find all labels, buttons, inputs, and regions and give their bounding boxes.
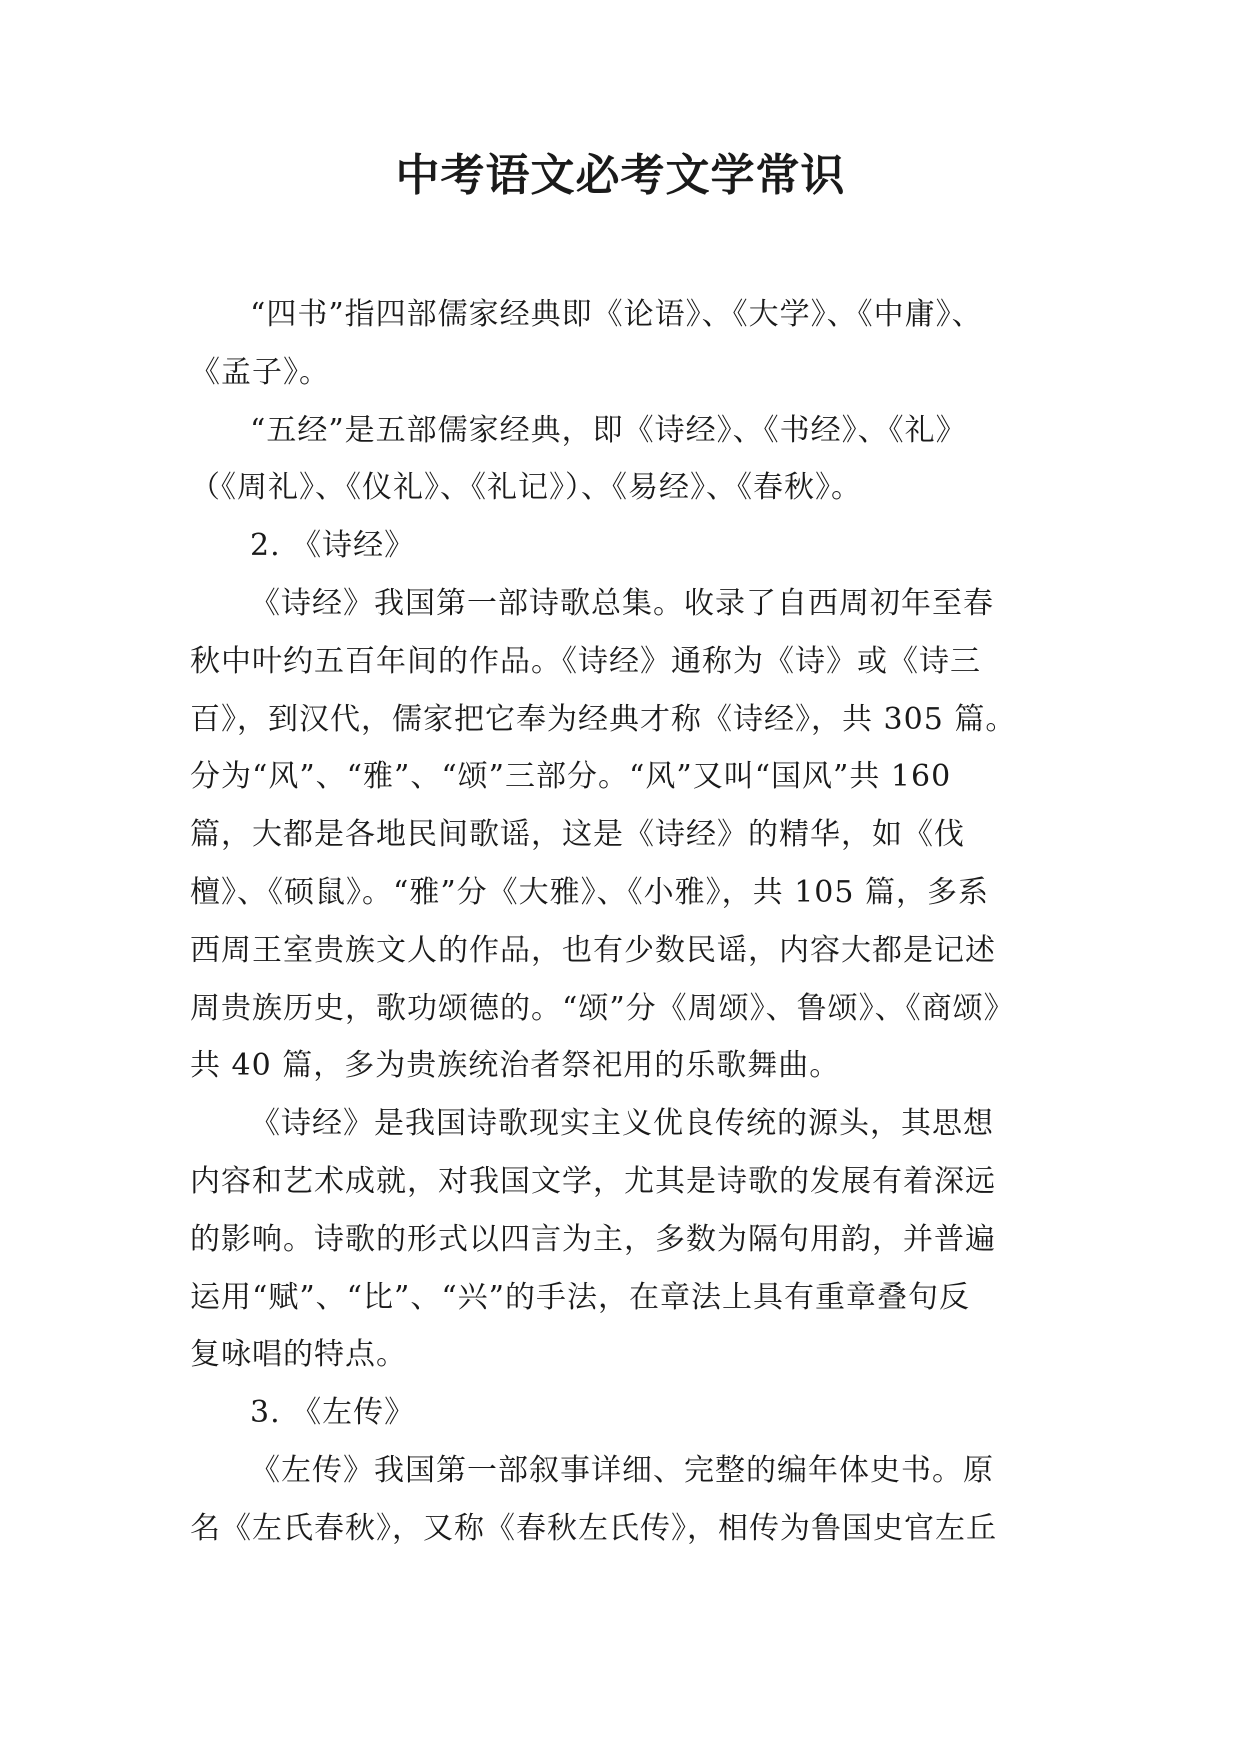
text-line: 3. 《左传》 xyxy=(250,1395,416,1431)
text-line: 《诗经》是我国诗歌现实主义优良传统的源头，其思想 xyxy=(250,1106,994,1142)
text-line: 秋中叶约五百年间的作品。《诗经》通称为《诗》或《诗三 xyxy=(190,643,981,679)
text-line: 《诗经》我国第一部诗歌总集。收录了自西周初年至春 xyxy=(250,585,994,621)
text-line: “五经”是五部儒家经典，即《诗经》、《书经》、《礼》 xyxy=(250,412,967,448)
document-title: 中考语文必考文学常识 xyxy=(395,150,846,201)
text-line: 的影响。诗歌的形式以四言为主，多数为隔句用韵，并普遍 xyxy=(190,1221,996,1257)
document-body xyxy=(190,286,1090,1558)
text-line: 《孟子》。 xyxy=(190,354,330,390)
text-line: （《周礼》、《仪礼》、《礼记》）、《易经》、《春秋》。 xyxy=(190,470,862,506)
text-line: 周贵族历史，歌功颂德的。“颂”分《周颂》、鲁颂》、《商颂》 xyxy=(190,990,1015,1026)
text-line: 篇，大都是各地民间歌谣，这是《诗经》的精华，如《伐 xyxy=(190,817,965,853)
text-line: 2. 《诗经》 xyxy=(250,528,416,564)
text-line: 运用“赋”、“比”、“兴”的手法，在章法上具有重章叠句反 xyxy=(190,1279,971,1315)
text-line: 共 40 篇，多为贵族统治者祭祀用的乐歌舞曲。 xyxy=(190,1048,841,1084)
text-line: 名《左氏春秋》，又称《春秋左氏传》，相传为鲁国史官左丘 xyxy=(190,1510,997,1546)
text-line: 檀》、《硕鼠》。“雅”分《大雅》、《小雅》，共 105 篇，多系 xyxy=(190,874,990,910)
text-line: 分为“风”、“雅”、“颂”三部分。“风”又叫“国风”共 160 xyxy=(190,759,952,795)
text-line: 《左传》我国第一部叙事详细、完整的编年体史书。原 xyxy=(250,1452,994,1488)
text-line: “四书”指四部儒家经典即《论语》、《大学》、《中庸》、 xyxy=(250,297,983,332)
text-line: 百》，到汉代，儒家把它奉为经典才称《诗经》，共 305 篇。 xyxy=(190,701,1017,737)
text-line: 复咏唱的特点。 xyxy=(190,1337,407,1373)
text-line: 内容和艺术成就，对我国文学，尤其是诗歌的发展有着深远 xyxy=(190,1163,996,1199)
text-line: 西周王室贵族文人的作品，也有少数民谣，内容大都是记述 xyxy=(190,932,996,968)
